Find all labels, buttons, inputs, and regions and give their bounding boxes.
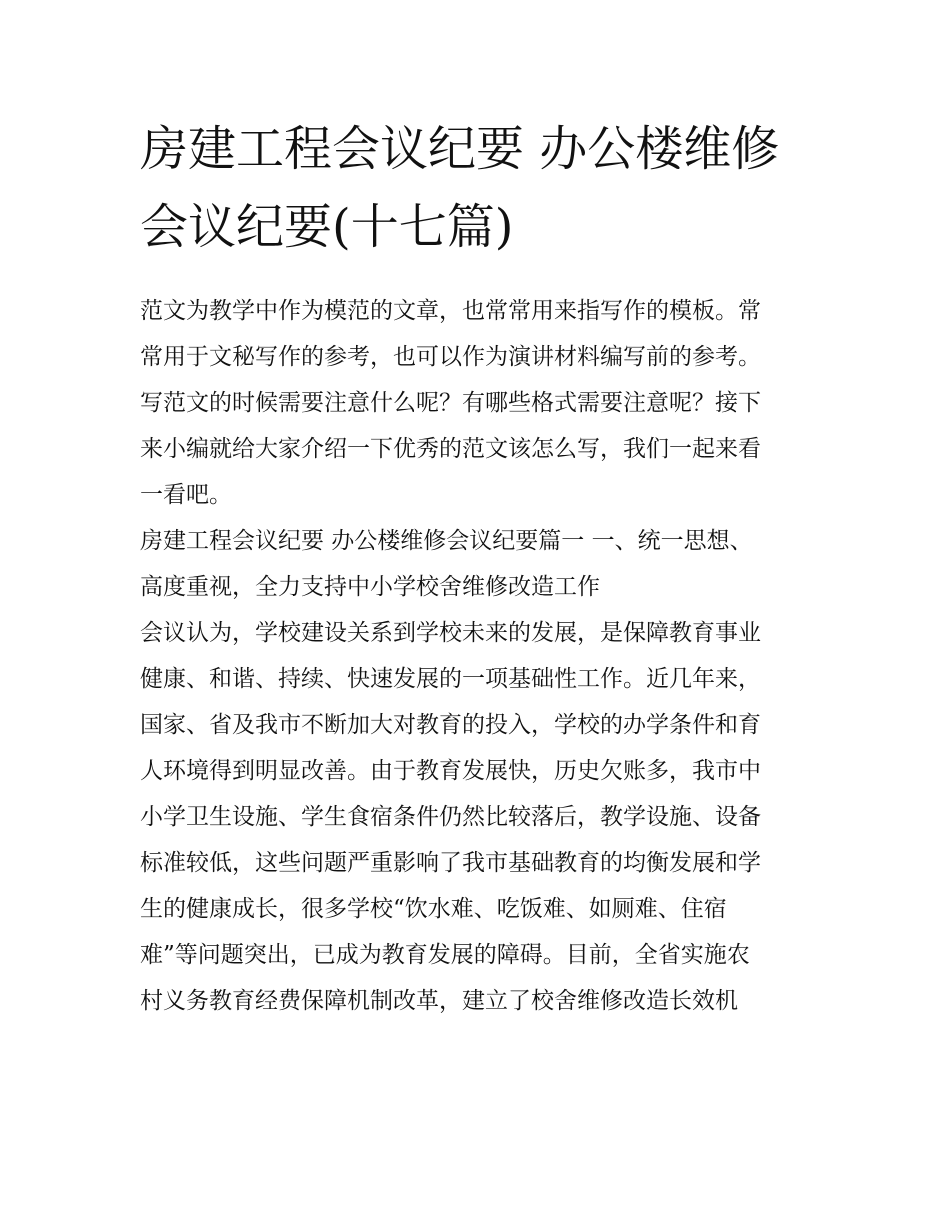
body-line: 标准较低，这些问题严重影响了我市基础教育的均衡发展和学 xyxy=(140,850,761,876)
body-line: 生的健康成长，很多学校“饮水难、吃饭难、如厕难、住宿 xyxy=(140,896,727,922)
body-line: 健康、和谐、持续、快速发展的一项基础性工作。近几年来， xyxy=(140,666,761,692)
document-title xyxy=(140,110,820,266)
body-line: 难”等问题突出，已成为教育发展的障碍。目前，全省实施农 xyxy=(140,942,750,968)
body-line: 高度重视，全力支持中小学校舍维修改造工作 xyxy=(140,574,600,600)
document-content xyxy=(140,110,820,1024)
body-line: 来小编就给大家介绍一下优秀的范文该怎么写，我们一起来看 xyxy=(140,436,761,462)
body-line: 会议认为，学校建设关系到学校未来的发展，是保障教育事业 xyxy=(140,620,761,646)
body-line: 常用于文秘写作的参考，也可以作为演讲材料编写前的参考。 xyxy=(140,344,761,370)
body-line: 人环境得到明显改善。由于教育发展快，历史欠账多，我市中 xyxy=(140,758,761,784)
body-line: 写范文的时候需要注意什么呢？有哪些格式需要注意呢？接下 xyxy=(140,390,761,416)
body-line: 小学卫生设施、学生食宿条件仍然比较落后，教学设施、设备 xyxy=(140,804,761,830)
title-line: 会议纪要(十七篇) xyxy=(140,199,514,255)
body-line: 村义务教育经费保障机制改革，建立了校舍维修改造长效机 xyxy=(140,988,738,1014)
body-line: 一看吧。 xyxy=(140,482,232,508)
document-body xyxy=(140,288,820,1024)
body-line: 房建工程会议纪要 办公楼维修会议纪要篇一 一、统一思想、 xyxy=(140,528,753,554)
title-line: 房建工程会议纪要 办公楼维修 xyxy=(140,121,780,177)
body-line: 范文为教学中作为模范的文章，也常常用来指写作的模板。常 xyxy=(140,298,761,324)
body-line: 国家、省及我市不断加大对教育的投入，学校的办学条件和育 xyxy=(140,712,761,738)
